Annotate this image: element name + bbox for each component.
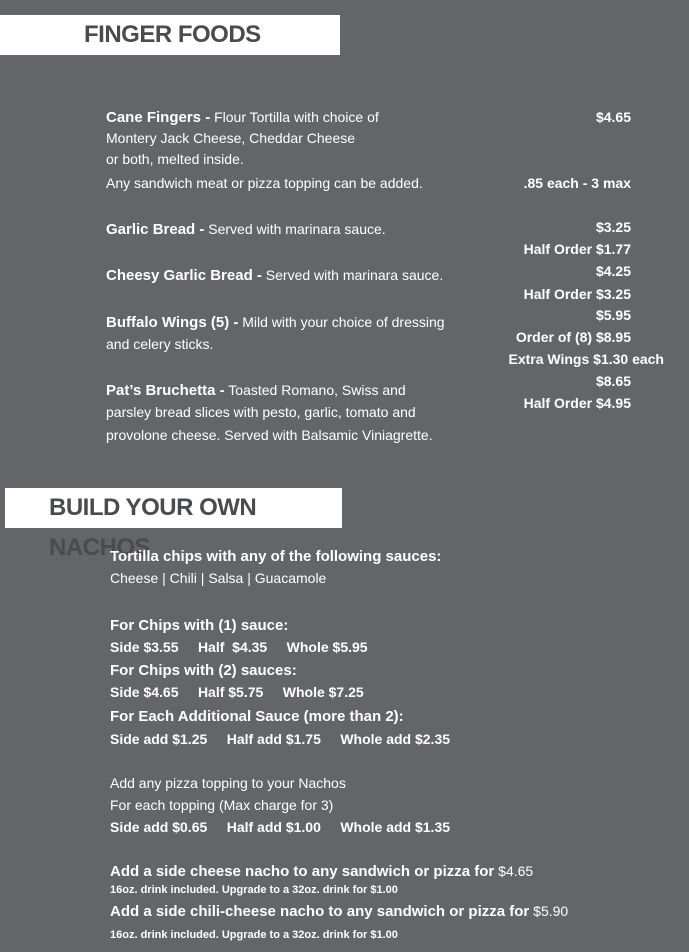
side-chili-nacho-line (110, 901, 568, 922)
one-sauce-heading: For Chips with (1) sauce: (110, 617, 289, 634)
nachos-intro-heading: Tortilla chips with any of the following sauces: (110, 548, 442, 565)
buffalo-wings-extra-price: Extra Wings $1.30 each (508, 351, 664, 367)
side-chili-nacho-price: $5.90 (533, 903, 569, 919)
topping-prices: Side add $0.65 Half add $1.00 Whole add $1.35 (110, 819, 451, 835)
garlic-bread-line (106, 219, 386, 240)
side-cheese-nacho-text: Add a side cheese nacho to any sandwich or pizza for (110, 863, 495, 880)
bruschetta-name: Pat’s Bruchetta - (106, 382, 225, 399)
side-chili-nacho-note: 16oz. drink included. Upgrade to a 32oz. drink for $1.00 (110, 929, 398, 941)
nachos-heading: BUILD YOUR OWN NACHOS (5, 488, 342, 528)
additional-sauce-prices: Side add $1.25 Half add $1.75 Whole add $2.35 (110, 731, 451, 747)
cheesy-garlic-bread-name: Cheesy Garlic Bread - (106, 267, 262, 284)
buffalo-wings-order8-price: Order of (8) $8.95 (515, 329, 631, 345)
side-cheese-nacho-line (110, 861, 533, 882)
topping-line2: For each topping (Max charge for 3) (110, 797, 334, 813)
cane-fingers-desc4: Any sandwich meat or pizza topping can be added. (106, 175, 423, 191)
cane-fingers-addon-price: .85 each - 3 max (523, 175, 631, 191)
finger-foods-heading: FINGER FOODS (0, 15, 340, 55)
additional-sauce-heading: For Each Additional Sauce (more than 2): (110, 708, 404, 725)
cheesy-garlic-bread-price: $4.25 (595, 263, 631, 279)
buffalo-wings-line1 (106, 312, 445, 333)
nachos-sauce-list: Cheese | Chili | Salsa | Guacamole (110, 570, 327, 586)
buffalo-wings-desc1: Mild with your choice of dressing (242, 314, 445, 330)
side-cheese-nacho-note: 16oz. drink included. Upgrade to a 32oz. drink for $1.00 (110, 884, 398, 896)
cheesy-garlic-bread-line (106, 265, 443, 286)
garlic-bread-price: $3.25 (595, 219, 631, 235)
two-sauce-heading: For Chips with (2) sauces: (110, 662, 297, 679)
buffalo-wings-price: $5.95 (595, 307, 631, 323)
garlic-bread-desc: Served with marinara sauce. (208, 221, 386, 237)
bruschetta-desc3: provolone cheese. Served with Balsamic Viniagrette. (106, 427, 433, 443)
two-sauce-prices: Side $4.65 Half $5.75 Whole $7.25 (110, 684, 364, 700)
cane-fingers-desc2: Montery Jack Cheese, Cheddar Cheese (106, 130, 356, 146)
cane-fingers-name: Cane Fingers - (106, 109, 211, 126)
bruschetta-desc1: Toasted Romano, Swiss and (228, 382, 406, 398)
bruschetta-line1 (106, 380, 406, 401)
bruschetta-desc2: parsley bread slices with pesto, garlic, tomato and (106, 404, 416, 420)
cheesy-garlic-bread-half-price: Half Order $3.25 (523, 286, 631, 302)
cane-fingers-desc3: or both, melted inside. (106, 151, 244, 167)
cane-fingers-price: $4.65 (595, 109, 631, 125)
cane-fingers-line1 (106, 107, 379, 128)
cane-fingers-desc1: Flour Tortilla with choice of (214, 109, 379, 125)
bruschetta-half-price: Half Order $4.95 (523, 395, 631, 411)
garlic-bread-half-price: Half Order $1.77 (523, 241, 631, 257)
side-cheese-nacho-price: $4.65 (498, 863, 534, 879)
buffalo-wings-desc2: and celery sticks. (106, 336, 214, 352)
cheesy-garlic-bread-desc: Served with marinara sauce. (265, 267, 444, 283)
topping-line1: Add any pizza topping to your Nachos (110, 775, 346, 791)
bruschetta-price: $8.65 (595, 373, 631, 389)
side-chili-nacho-text: Add a side chili-cheese nacho to any sandwich or pizza for (110, 903, 530, 920)
buffalo-wings-name: Buffalo Wings (5) - (106, 314, 239, 331)
garlic-bread-name: Garlic Bread - (106, 221, 205, 238)
one-sauce-prices: Side $3.55 Half $4.35 Whole $5.95 (110, 639, 368, 655)
